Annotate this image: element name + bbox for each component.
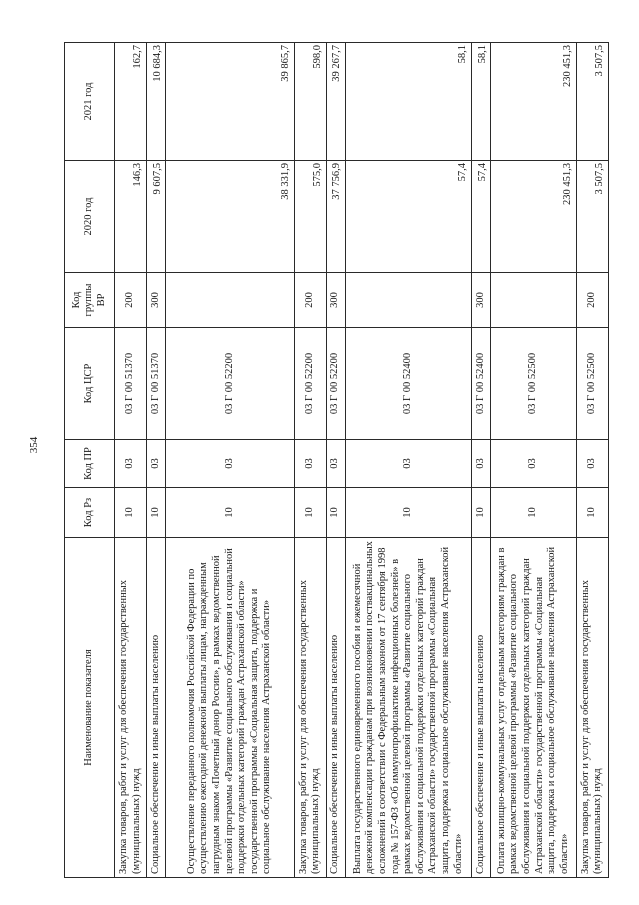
- table-row: [472, 43, 491, 878]
- cell-name: Социальное обеспечение и иные выплаты населению: [472, 538, 491, 878]
- cell-name: Социальное обеспечение и иные выплаты населению: [326, 538, 345, 878]
- cell-rz: 10: [491, 488, 577, 538]
- cell-2020: 575,0: [294, 161, 326, 273]
- header-name: Наименование показателя: [65, 538, 115, 878]
- header-rz: Код Рз: [65, 488, 115, 538]
- cell-pr: 03: [147, 440, 166, 488]
- cell-2021: 39 267,7: [326, 43, 345, 161]
- table-row: [115, 43, 147, 878]
- cell-pr: 03: [294, 440, 326, 488]
- table-row: [294, 43, 326, 878]
- table-row: [345, 43, 471, 878]
- cell-csr: 03 Г 00 52500: [491, 328, 577, 440]
- cell-vr: 200: [576, 273, 608, 328]
- table-header-row: [65, 43, 115, 878]
- cell-vr: 200: [294, 273, 326, 328]
- cell-vr: 300: [472, 273, 491, 328]
- cell-vr: 200: [115, 273, 147, 328]
- cell-2020: 230 451,3: [491, 161, 577, 273]
- cell-2020: 146,3: [115, 161, 147, 273]
- cell-csr: 03 Г 00 52400: [472, 328, 491, 440]
- table-row: [576, 43, 608, 878]
- cell-name: Социальное обеспечение и иные выплаты населению: [147, 538, 166, 878]
- cell-vr: [491, 273, 577, 328]
- cell-vr: 300: [326, 273, 345, 328]
- table-row: [491, 43, 577, 878]
- cell-2021: 3 507,5: [576, 43, 608, 161]
- cell-vr: 300: [147, 273, 166, 328]
- cell-csr: 03 Г 00 52200: [326, 328, 345, 440]
- table-row: [166, 43, 294, 878]
- cell-name: Закупка товаров, работ и услуг для обеспечения государственных (муниципальных) нужд: [115, 538, 147, 878]
- cell-pr: 03: [166, 440, 294, 488]
- cell-2020: 57,4: [472, 161, 491, 273]
- cell-name: Оплата жилищно-коммунальных услуг отдельным категориям граждан в рамках ведомственной целевой программы «Развитие социального обслуживания и социальной поддержки отдельных категорий граждан Астраханской области» государственной программы «Социальная защита, поддержка и социальное обслуживание населения Астраханской области»: [491, 538, 577, 878]
- cell-rz: 10: [115, 488, 147, 538]
- cell-pr: 03: [576, 440, 608, 488]
- cell-rz: 10: [147, 488, 166, 538]
- rotated-page-frame: [64, 43, 609, 878]
- table-row: [326, 43, 345, 878]
- cell-pr: 03: [472, 440, 491, 488]
- cell-2020: 9 607,5: [147, 161, 166, 273]
- cell-2021: 58,1: [345, 43, 471, 161]
- cell-2020: 38 331,9: [166, 161, 294, 273]
- cell-rz: 10: [166, 488, 294, 538]
- header-csr: Код ЦСР: [65, 328, 115, 440]
- cell-name: Осуществление переданного полномочия Российской Федерации по осуществлению ежегодной денежной выплаты лицам, награжденным нагрудным знаком «Почетный донор России», в рамках ведомственной целевой программы «Развитие социального обслуживания и социальной поддержки отдельных категорий граждан Астраханской области» государственной программы «Социальная защита, поддержка и социальное обслуживание населения Астраханской области»: [166, 538, 294, 878]
- cell-2020: 3 507,5: [576, 161, 608, 273]
- cell-csr: 03 Г 00 52200: [294, 328, 326, 440]
- cell-2021: 10 684,3: [147, 43, 166, 161]
- cell-name: Выплата государственного единовременного пособия и ежемесячной денежной компенсации гражданам при возникновении поствакцинальных осложнений в соответствии с Федеральным законом от 17 сентября 1998 года № 157-ФЗ «Об иммунопрофилактике инфекционных болезней» в рамках ведомственной целевой программы «Развитие социального обслуживания и социальной поддержки отдельных категорий граждан Астраханской области» государственной программы «Социальная защита, поддержка и социальное обслуживание населения Астраханской области»: [345, 538, 471, 878]
- cell-vr: [166, 273, 294, 328]
- cell-csr: 03 Г 00 51370: [115, 328, 147, 440]
- cell-vr: [345, 273, 471, 328]
- cell-rz: 10: [472, 488, 491, 538]
- cell-2021: 58,1: [472, 43, 491, 161]
- cell-rz: 10: [345, 488, 471, 538]
- cell-2021: 162,7: [115, 43, 147, 161]
- cell-2021: 598,0: [294, 43, 326, 161]
- cell-name: Закупка товаров, работ и услуг для обеспечения государственных (муниципальных) нужд: [576, 538, 608, 878]
- cell-rz: 10: [294, 488, 326, 538]
- cell-2021: 230 451,3: [491, 43, 577, 161]
- header-pr: Код ПР: [65, 440, 115, 488]
- cell-rz: 10: [326, 488, 345, 538]
- cell-pr: 03: [115, 440, 147, 488]
- cell-name: Закупка товаров, работ и услуг для обеспечения государственных (муниципальных) нужд: [294, 538, 326, 878]
- budget-table: [64, 42, 609, 878]
- cell-pr: 03: [326, 440, 345, 488]
- cell-pr: 03: [345, 440, 471, 488]
- header-vr: Код группы ВР: [65, 273, 115, 328]
- cell-csr: 03 Г 00 51370: [147, 328, 166, 440]
- table-row: [147, 43, 166, 878]
- cell-2020: 37 756,9: [326, 161, 345, 273]
- page-number: 354: [28, 436, 40, 454]
- cell-csr: 03 Г 00 52500: [576, 328, 608, 440]
- cell-pr: 03: [491, 440, 577, 488]
- cell-csr: 03 Г 00 52200: [166, 328, 294, 440]
- header-2020: 2020 год: [65, 161, 115, 273]
- header-2021: 2021 год: [65, 43, 115, 161]
- cell-rz: 10: [576, 488, 608, 538]
- budget-table-sheet: [64, 43, 609, 878]
- cell-2020: 57,4: [345, 161, 471, 273]
- cell-2021: 39 865,7: [166, 43, 294, 161]
- cell-csr: 03 Г 00 52400: [345, 328, 471, 440]
